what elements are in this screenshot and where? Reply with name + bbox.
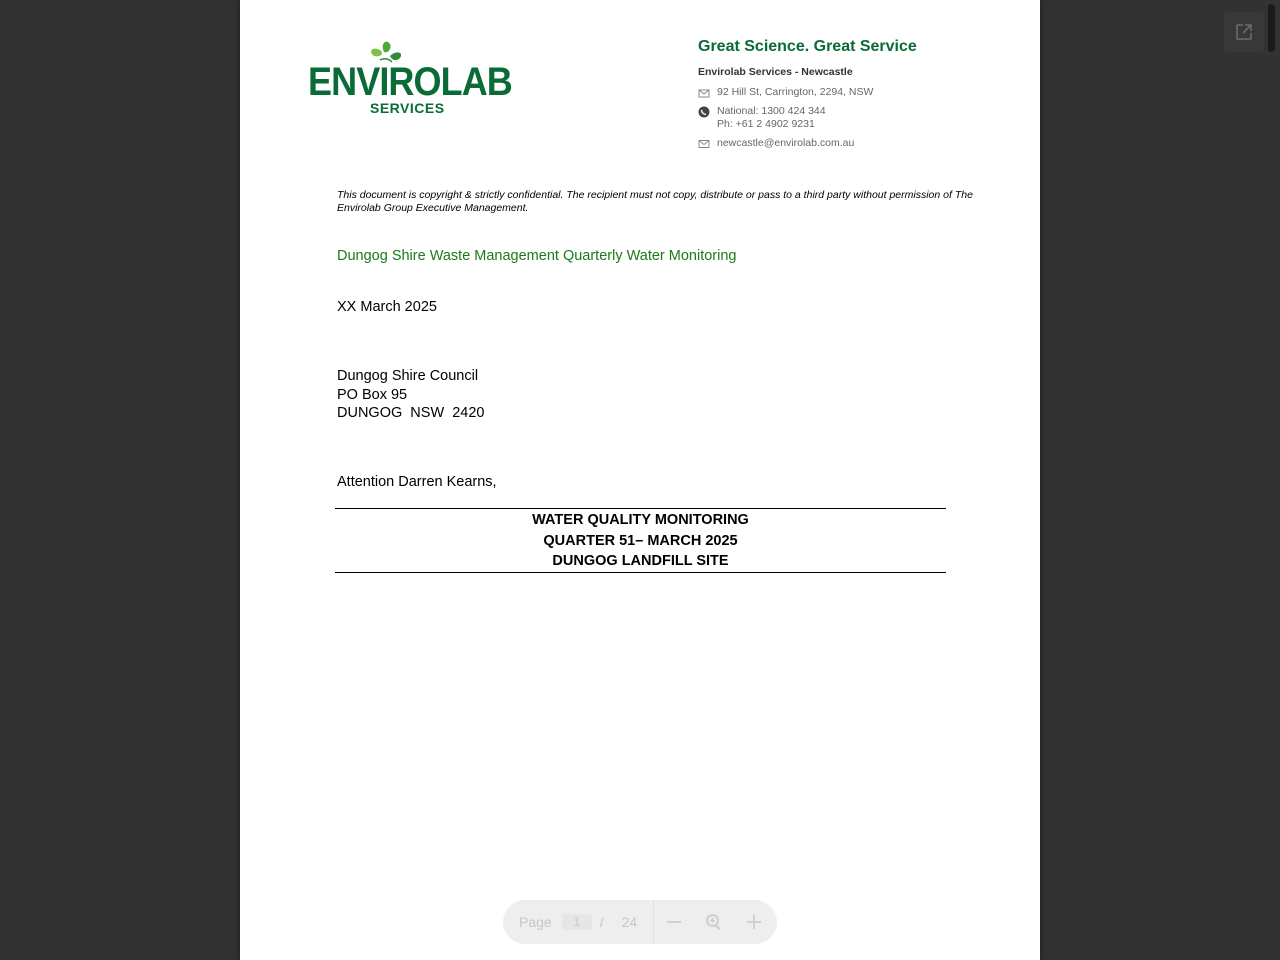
mail-location-icon (698, 87, 710, 99)
open-external-icon (1234, 22, 1254, 42)
address-text: 92 Hill St, Carrington, 2294, NSW (717, 86, 874, 98)
email-row (698, 137, 1018, 150)
heading-line: DUNGOG LANDFILL SITE (552, 553, 729, 569)
phone-icon (698, 106, 710, 118)
attention-line: Attention Darren Kearns, (337, 474, 497, 490)
page-label: Page (519, 914, 552, 930)
magnifier-icon (705, 913, 723, 931)
phone-row (698, 105, 1018, 131)
logo-wordmark: ENVIROLAB (308, 60, 512, 104)
email-text: newcastle@envirolab.com.au (717, 137, 855, 149)
document-title: Dungog Shire Waste Management Quarterly Water Monitoring (337, 248, 737, 264)
zoom-in-button[interactable] (734, 900, 774, 944)
total-pages: 24 (621, 914, 638, 930)
scrollbar-thumb[interactable] (1268, 4, 1275, 52)
zoom-out-button[interactable] (654, 900, 694, 944)
tagline: Great Science. Great Service (698, 38, 917, 55)
envelope-icon (698, 138, 710, 150)
page-separator: / (599, 914, 604, 930)
recipient-line: PO Box 95 (337, 386, 408, 403)
heading-line: WATER QUALITY MONITORING (532, 512, 749, 528)
logo-subtitle: SERVICES (370, 100, 445, 116)
minus-icon (666, 914, 682, 930)
recipient-address (337, 367, 484, 423)
page-number-input[interactable]: 1 (562, 914, 592, 930)
pdf-page (240, 0, 1040, 960)
report-heading (335, 510, 946, 572)
heading-top-rule (335, 508, 946, 509)
open-external-button[interactable] (1224, 12, 1264, 52)
contact-block (698, 38, 1018, 156)
zoom-fit-button[interactable] (694, 900, 734, 944)
copyright-notice: This document is copyright & strictly confidential. The recipient must not copy, distribute or pass to a third party without permission of The Envirolab Group Executive Management. (337, 189, 973, 214)
recipient-line: Dungog Shire Council (337, 368, 479, 384)
plus-icon (746, 914, 762, 930)
pdf-toolbar (503, 900, 777, 944)
heading-bottom-rule (335, 572, 946, 573)
heading-line: QUARTER 51– MARCH 2025 (543, 532, 738, 549)
company-name: Envirolab Services - Newcastle (698, 66, 853, 78)
phone-national: National: 1300 424 344 (717, 105, 826, 117)
letter-date: XX March 2025 (337, 299, 437, 315)
recipient-line: DUNGOG NSW 2420 (337, 405, 485, 421)
envirolab-logo (308, 38, 512, 122)
address-row (698, 86, 1018, 99)
phone-local: Ph: +61 2 4902 9231 (717, 118, 815, 130)
